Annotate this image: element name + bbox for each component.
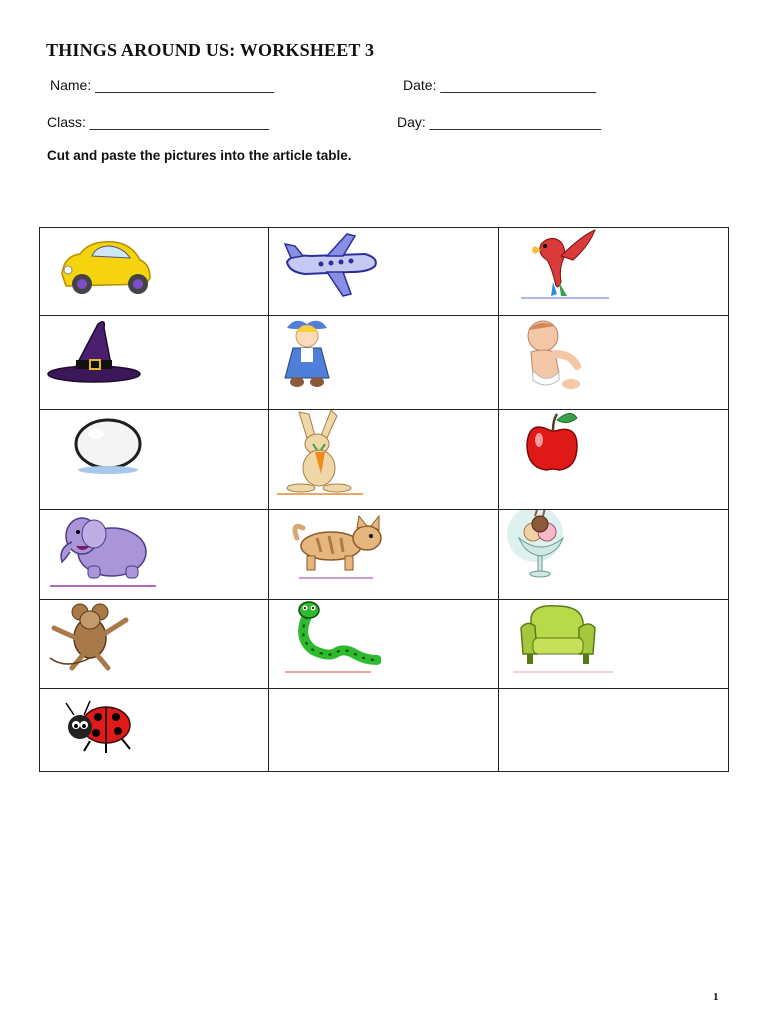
name-field[interactable]: Name: _______________________ [50, 77, 275, 93]
table-cell [40, 510, 269, 600]
day-field[interactable]: Day: ______________________ [397, 114, 601, 130]
table-cell [269, 316, 499, 410]
table-cell [269, 689, 499, 771]
car-icon [46, 228, 154, 306]
egg-icon [62, 410, 162, 480]
baby-icon [515, 316, 589, 396]
ladybug-icon [46, 689, 140, 759]
rabbit-icon [277, 410, 365, 496]
table-cell [499, 410, 728, 510]
cat-icon [287, 510, 387, 580]
worksheet-title: THINGS AROUND US: WORKSHEET 3 [46, 40, 375, 60]
table-cell [40, 228, 269, 316]
witch-hat-icon [46, 316, 142, 390]
elephant-icon [48, 510, 158, 588]
mouse-icon [46, 600, 132, 672]
table-cell [269, 228, 499, 316]
table-cell [499, 316, 728, 410]
doll-icon [275, 316, 341, 394]
snake-icon [285, 600, 381, 674]
table-cell [269, 600, 499, 689]
armchair-icon [513, 600, 617, 674]
article-table [39, 227, 729, 772]
table-cell [40, 410, 269, 510]
apple-icon [519, 410, 589, 478]
class-field[interactable]: Class: _______________________ [47, 114, 269, 130]
page-number: 1 [713, 991, 719, 1003]
parrot-icon [521, 228, 613, 300]
table-cell [40, 316, 269, 410]
table-cell [40, 600, 269, 689]
airplane-icon [281, 228, 381, 302]
ice-cream-icon [505, 510, 579, 582]
instructions: Cut and paste the pictures into the article table. [47, 148, 352, 163]
table-cell [499, 600, 728, 689]
table-cell [499, 689, 728, 771]
table-cell [499, 510, 728, 600]
table-cell [499, 228, 728, 316]
table-cell [269, 410, 499, 510]
date-field[interactable]: Date: ____________________ [403, 77, 597, 93]
table-cell [269, 510, 499, 600]
table-cell [40, 689, 269, 771]
